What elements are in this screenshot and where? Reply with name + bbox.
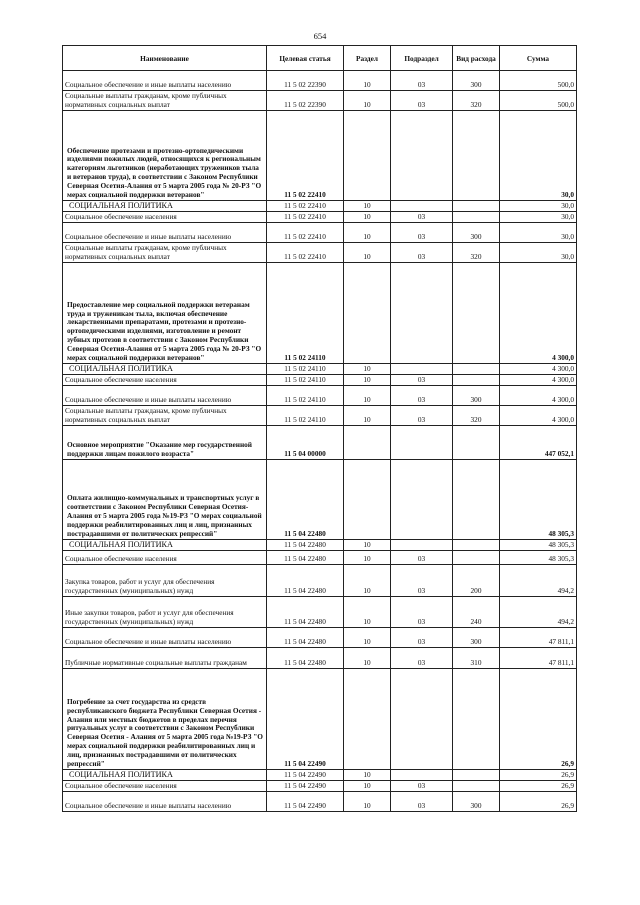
cell-subsection bbox=[391, 669, 453, 770]
cell-name: СОЦИАЛЬНАЯ ПОЛИТИКА bbox=[63, 364, 267, 375]
cell-name: Закупка товаров, работ и услуг для обеспечения государственных (муниципальных) нужд bbox=[63, 565, 267, 597]
cell-article: 11 5 02 22410 bbox=[267, 223, 344, 243]
cell-expense-type: 300 bbox=[453, 386, 500, 406]
table-row bbox=[63, 91, 577, 111]
cell-subsection: 03 bbox=[391, 628, 453, 648]
cell-section: 10 bbox=[344, 406, 391, 426]
cell-article: 11 5 04 22490 bbox=[267, 770, 344, 781]
cell-expense-type: 320 bbox=[453, 406, 500, 426]
cell-amount: 4 300,0 bbox=[500, 386, 577, 406]
cell-name: Социальное обеспечение населения bbox=[63, 375, 267, 386]
cell-subsection: 03 bbox=[391, 212, 453, 223]
cell-amount: 30,0 bbox=[500, 223, 577, 243]
cell-amount: 48 305,3 bbox=[500, 551, 577, 565]
cell-expense-type bbox=[453, 426, 500, 460]
cell-article: 11 5 02 24110 bbox=[267, 375, 344, 386]
table-row bbox=[63, 243, 577, 263]
table-row bbox=[63, 628, 577, 648]
cell-name: Социальное обеспечение и иные выплаты населению bbox=[63, 792, 267, 812]
table-row bbox=[63, 111, 577, 201]
cell-amount: 500,0 bbox=[500, 71, 577, 91]
table-row bbox=[63, 212, 577, 223]
cell-section bbox=[344, 263, 391, 364]
cell-subsection bbox=[391, 460, 453, 540]
cell-name: Социальное обеспечение населения bbox=[63, 212, 267, 223]
cell-article: 11 5 02 24110 bbox=[267, 386, 344, 406]
table-row bbox=[63, 669, 577, 770]
cell-expense-type bbox=[453, 263, 500, 364]
cell-expense-type: 310 bbox=[453, 648, 500, 669]
cell-subsection: 03 bbox=[391, 648, 453, 669]
table-row bbox=[63, 540, 577, 551]
cell-amount: 4 300,0 bbox=[500, 263, 577, 364]
cell-amount: 500,0 bbox=[500, 91, 577, 111]
table-row bbox=[63, 375, 577, 386]
cell-article: 11 5 02 22390 bbox=[267, 71, 344, 91]
header-subsection: Подраздел bbox=[391, 46, 453, 71]
cell-section: 10 bbox=[344, 223, 391, 243]
header-section: Раздел bbox=[344, 46, 391, 71]
cell-expense-type bbox=[453, 669, 500, 770]
header-amount: Сумма bbox=[500, 46, 577, 71]
cell-amount: 47 811,1 bbox=[500, 628, 577, 648]
cell-name: Социальное обеспечение и иные выплаты населению bbox=[63, 223, 267, 243]
cell-subsection: 03 bbox=[391, 551, 453, 565]
cell-section: 10 bbox=[344, 243, 391, 263]
table-row bbox=[63, 770, 577, 781]
cell-name: СОЦИАЛЬНАЯ ПОЛИТИКА bbox=[63, 770, 267, 781]
table-row bbox=[63, 781, 577, 792]
cell-expense-type bbox=[453, 460, 500, 540]
cell-article: 11 5 04 22480 bbox=[267, 648, 344, 669]
cell-expense-type: 320 bbox=[453, 243, 500, 263]
cell-name: Социальные выплаты гражданам, кроме публичных нормативных социальных выплат bbox=[63, 406, 267, 426]
cell-section bbox=[344, 111, 391, 201]
cell-name: Социальное обеспечение населения bbox=[63, 781, 267, 792]
cell-amount: 4 300,0 bbox=[500, 406, 577, 426]
cell-name: Предоставление мер социальной поддержки ветеранам труда и труженикам тыла, включая обеспечение лекарственными препаратами, протезами и протезно-ортопедическими изделиями, изготовление и ремонт зубных протезов в соответствии с Законом Республики Северная Осетия-Алания от 5 марта 2005 года № 20-РЗ "О мерах социальной поддержки ветеранов" bbox=[63, 263, 267, 364]
cell-section: 10 bbox=[344, 540, 391, 551]
cell-article: 11 5 04 22490 bbox=[267, 781, 344, 792]
header-expense-type: Вид расхода bbox=[453, 46, 500, 71]
cell-section: 10 bbox=[344, 628, 391, 648]
cell-article: 11 5 04 22480 bbox=[267, 460, 344, 540]
cell-subsection: 03 bbox=[391, 792, 453, 812]
cell-section: 10 bbox=[344, 597, 391, 628]
cell-article: 11 5 02 22410 bbox=[267, 201, 344, 212]
cell-section: 10 bbox=[344, 648, 391, 669]
cell-expense-type: 300 bbox=[453, 792, 500, 812]
cell-expense-type bbox=[453, 375, 500, 386]
cell-subsection: 03 bbox=[391, 386, 453, 406]
table-row bbox=[63, 364, 577, 375]
cell-section: 10 bbox=[344, 770, 391, 781]
budget-table bbox=[62, 45, 577, 812]
cell-section: 10 bbox=[344, 364, 391, 375]
table-row bbox=[63, 223, 577, 243]
cell-amount: 30,0 bbox=[500, 212, 577, 223]
cell-amount: 26,9 bbox=[500, 781, 577, 792]
cell-subsection: 03 bbox=[391, 71, 453, 91]
cell-subsection: 03 bbox=[391, 223, 453, 243]
cell-expense-type: 200 bbox=[453, 565, 500, 597]
cell-article: 11 5 04 22480 bbox=[267, 551, 344, 565]
cell-amount: 47 811,1 bbox=[500, 648, 577, 669]
cell-expense-type bbox=[453, 781, 500, 792]
cell-article: 11 5 04 22480 bbox=[267, 628, 344, 648]
table-row bbox=[63, 792, 577, 812]
table-row bbox=[63, 386, 577, 406]
cell-expense-type bbox=[453, 551, 500, 565]
cell-name: Основное мероприятие "Оказание мер государственной поддержки лицам пожилого возраста" bbox=[63, 426, 267, 460]
cell-amount: 447 052,1 bbox=[500, 426, 577, 460]
table-row bbox=[63, 597, 577, 628]
cell-name: Обеспечение протезами и протезно-ортопедическими изделиями пожилых людей, относящихся к региональным категориям льготников (неработающих тружеников тыла и ветеранов труда), в соответствии с Законом Республики Северная Осетия-Алания от 5 марта 2005 года № 20-РЗ "О мерах социальной поддержки ветеранов" bbox=[63, 111, 267, 201]
cell-expense-type bbox=[453, 770, 500, 781]
cell-section: 10 bbox=[344, 551, 391, 565]
cell-amount: 26,9 bbox=[500, 792, 577, 812]
cell-amount: 4 300,0 bbox=[500, 364, 577, 375]
cell-article: 11 5 04 22490 bbox=[267, 669, 344, 770]
cell-name: СОЦИАЛЬНАЯ ПОЛИТИКА bbox=[63, 201, 267, 212]
header-article: Целевая статья bbox=[267, 46, 344, 71]
header-row bbox=[63, 46, 577, 71]
cell-subsection: 03 bbox=[391, 375, 453, 386]
cell-subsection: 03 bbox=[391, 91, 453, 111]
cell-subsection bbox=[391, 426, 453, 460]
table-body bbox=[63, 71, 577, 812]
cell-expense-type bbox=[453, 201, 500, 212]
cell-section: 10 bbox=[344, 375, 391, 386]
cell-amount: 26,9 bbox=[500, 669, 577, 770]
cell-name: Публичные нормативные социальные выплаты гражданам bbox=[63, 648, 267, 669]
cell-name: Социальное обеспечение и иные выплаты населению bbox=[63, 71, 267, 91]
cell-subsection bbox=[391, 540, 453, 551]
cell-name: Социальное обеспечение и иные выплаты населению bbox=[63, 386, 267, 406]
cell-section: 10 bbox=[344, 781, 391, 792]
cell-expense-type bbox=[453, 111, 500, 201]
cell-article: 11 5 02 24110 bbox=[267, 364, 344, 375]
cell-name: Погребение за счет государства из средств республиканского бюджета Республики Северная Осетия - Алания или местных бюджетов в пределах перечня ритуальных услуг в соответствии с Законом Республики Северная Осетия - Алания от 5 марта 2005 года №19-РЗ "О мерах социальной поддержки реабилитированных лиц и лиц, признанных пострадавшими от политических репрессий" bbox=[63, 669, 267, 770]
cell-amount: 48 305,3 bbox=[500, 460, 577, 540]
cell-subsection: 03 bbox=[391, 406, 453, 426]
cell-name: Иные закупки товаров, работ и услуг для обеспечения государственных (муниципальных) нужд bbox=[63, 597, 267, 628]
cell-amount: 494,2 bbox=[500, 565, 577, 597]
cell-subsection bbox=[391, 201, 453, 212]
cell-subsection bbox=[391, 263, 453, 364]
cell-subsection: 03 bbox=[391, 597, 453, 628]
cell-expense-type: 320 bbox=[453, 91, 500, 111]
cell-subsection: 03 bbox=[391, 243, 453, 263]
cell-subsection: 03 bbox=[391, 781, 453, 792]
cell-section: 10 bbox=[344, 71, 391, 91]
cell-section: 10 bbox=[344, 792, 391, 812]
cell-amount: 30,0 bbox=[500, 201, 577, 212]
cell-name: Социальное обеспечение населения bbox=[63, 551, 267, 565]
cell-section bbox=[344, 426, 391, 460]
cell-expense-type bbox=[453, 540, 500, 551]
cell-section: 10 bbox=[344, 212, 391, 223]
cell-expense-type: 300 bbox=[453, 628, 500, 648]
cell-article: 11 5 04 22480 bbox=[267, 540, 344, 551]
table-row bbox=[63, 71, 577, 91]
cell-expense-type: 240 bbox=[453, 597, 500, 628]
cell-amount: 30,0 bbox=[500, 111, 577, 201]
table-row bbox=[63, 201, 577, 212]
table-row bbox=[63, 648, 577, 669]
table-row bbox=[63, 263, 577, 364]
cell-subsection bbox=[391, 111, 453, 201]
cell-expense-type bbox=[453, 364, 500, 375]
cell-subsection bbox=[391, 364, 453, 375]
cell-name: СОЦИАЛЬНАЯ ПОЛИТИКА bbox=[63, 540, 267, 551]
cell-section: 10 bbox=[344, 201, 391, 212]
cell-article: 11 5 02 24110 bbox=[267, 406, 344, 426]
cell-expense-type: 300 bbox=[453, 71, 500, 91]
cell-article: 11 5 02 24110 bbox=[267, 263, 344, 364]
table-row bbox=[63, 406, 577, 426]
cell-expense-type: 300 bbox=[453, 223, 500, 243]
table-row bbox=[63, 551, 577, 565]
cell-section: 10 bbox=[344, 91, 391, 111]
cell-name: Социальные выплаты гражданам, кроме публичных нормативных социальных выплат bbox=[63, 91, 267, 111]
table-row bbox=[63, 460, 577, 540]
cell-amount: 4 300,0 bbox=[500, 375, 577, 386]
cell-article: 11 5 02 22410 bbox=[267, 212, 344, 223]
cell-article: 11 5 04 22480 bbox=[267, 597, 344, 628]
cell-amount: 494,2 bbox=[500, 597, 577, 628]
cell-amount: 30,0 bbox=[500, 243, 577, 263]
cell-subsection bbox=[391, 770, 453, 781]
cell-section: 10 bbox=[344, 386, 391, 406]
table-row bbox=[63, 565, 577, 597]
cell-section bbox=[344, 460, 391, 540]
cell-expense-type bbox=[453, 212, 500, 223]
cell-amount: 48 305,3 bbox=[500, 540, 577, 551]
cell-article: 11 5 02 22410 bbox=[267, 111, 344, 201]
page-number: 654 bbox=[313, 31, 327, 41]
cell-article: 11 5 04 22480 bbox=[267, 565, 344, 597]
cell-name: Социальные выплаты гражданам, кроме публичных нормативных социальных выплат bbox=[63, 243, 267, 263]
cell-article: 11 5 02 22390 bbox=[267, 91, 344, 111]
cell-article: 11 5 02 22410 bbox=[267, 243, 344, 263]
cell-name: Оплата жилищно-коммунальных и транспортных услуг в соответствии с Законом Республики Северная Осетия-Алания от 5 марта 2005 года №19-РЗ "О мерах социальной поддержки реабилитированных лиц и лиц, признанных пострадавшими от политических репрессий" bbox=[63, 460, 267, 540]
cell-name: Социальное обеспечение и иные выплаты населению bbox=[63, 628, 267, 648]
cell-section bbox=[344, 669, 391, 770]
header-name: Наименование bbox=[63, 46, 267, 71]
table-row bbox=[63, 426, 577, 460]
cell-subsection: 03 bbox=[391, 565, 453, 597]
cell-article: 11 5 04 22490 bbox=[267, 792, 344, 812]
cell-section: 10 bbox=[344, 565, 391, 597]
cell-article: 11 5 04 00000 bbox=[267, 426, 344, 460]
cell-amount: 26,9 bbox=[500, 770, 577, 781]
